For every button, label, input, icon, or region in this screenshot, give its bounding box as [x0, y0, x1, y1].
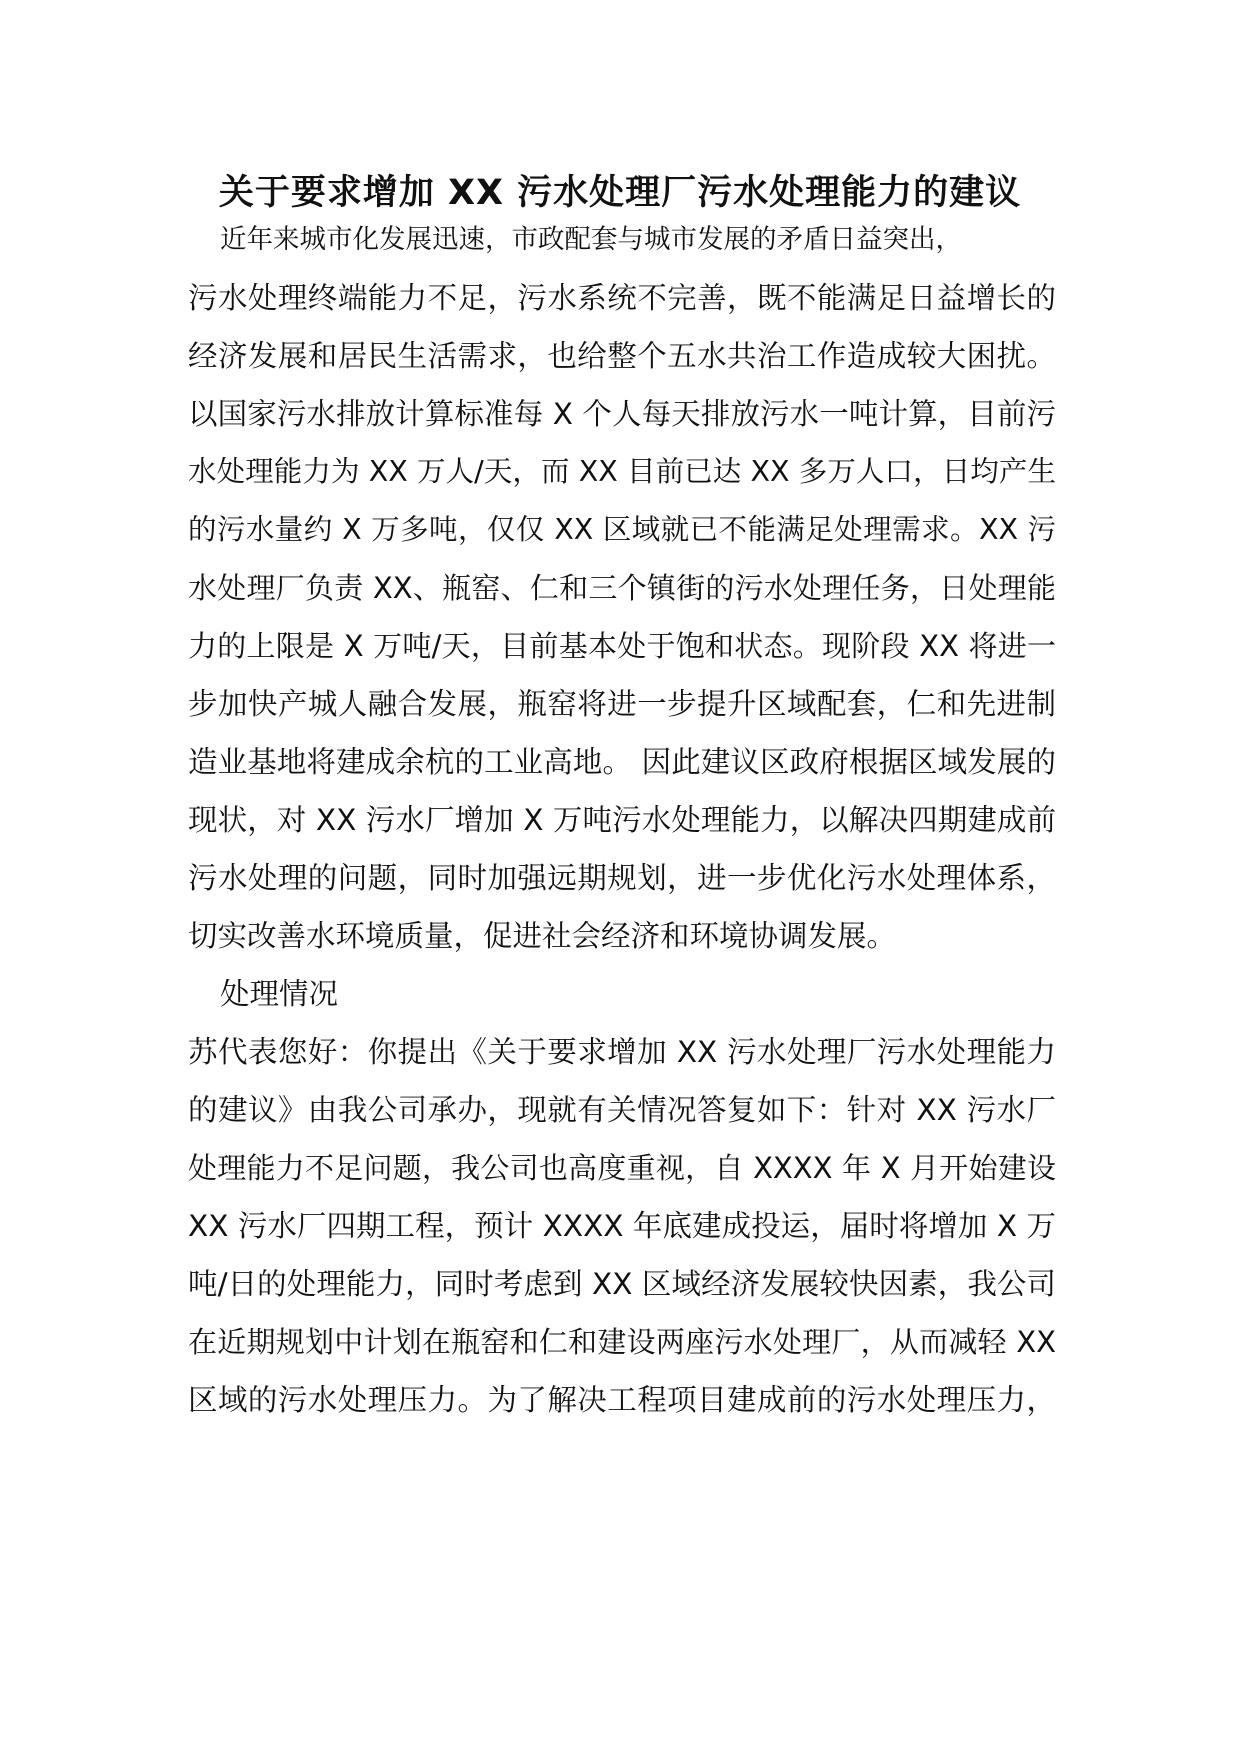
paragraph1-line: 步加快产城人融合发展，瓶窑将进一步提升区域配套，仁和先进制: [188, 687, 1056, 721]
paragraph1-line: 近年来城市化发展迅速，市政配套与城市发展的矛盾日益突出，: [220, 224, 962, 255]
paragraph1-line: 水处理厂负责 XX、瓶窑、仁和三个镇街的污水处理任务，日处理能: [188, 571, 1056, 605]
paragraph2-line: XX 污水厂四期工程，预计 XXXX 年底建成投运，届时将增加 X 万: [188, 1209, 1056, 1243]
paragraph1-line: 力的上限是 X 万吨/天，目前基本处于饱和状态。现阶段 XX 将进一: [188, 629, 1056, 663]
paragraph2-line: 处理能力不足问题，我公司也高度重视，自 XXXX 年 X 月开始建设: [188, 1151, 1056, 1185]
paragraph2-line: 吨/日的处理能力，同时考虑到 XX 区域经济发展较快因素，我公司: [188, 1267, 1056, 1301]
paragraph1-line: 切实改善水环境质量，促进社会经济和环境协调发展。: [188, 919, 897, 953]
paragraph1-line: 污水处理终端能力不足，污水系统不完善，既不能满足日益增长的: [188, 281, 1056, 315]
paragraph1-line: 以国家污水排放计算标准每 X 个人每天排放污水一吨计算，目前污: [188, 397, 1056, 431]
paragraph1-line: 的污水量约 X 万多吨，仅仅 XX 区域就已不能满足处理需求。XX 污: [188, 513, 1056, 546]
paragraph2-line: 在近期规划中计划在瓶窑和仁和建设两座污水处理厂，从而减轻 XX: [188, 1325, 1056, 1359]
document-title: 关于要求增加 XX 污水处理厂污水处理能力的建议: [218, 173, 1022, 213]
paragraph1-line: 现状，对 XX 污水厂增加 X 万吨污水处理能力，以解决四期建成前: [188, 803, 1056, 837]
paragraph2-line: 区域的污水处理压力。为了解决工程项目建成前的污水处理压力，: [188, 1383, 1056, 1417]
paragraph2-line: 的建议》由我公司承办，现就有关情况答复如下：针对 XX 污水厂: [188, 1093, 1056, 1127]
paragraph1-line: 污水处理的问题，同时加强远期规划，进一步优化污水处理体系，: [188, 861, 1056, 895]
paragraph1-line: 造业基地将建成余杭的工业高地。 因此建议区政府根据区域发展的: [188, 745, 1056, 779]
paragraph1-line: 经济发展和居民生活需求，也给整个五水共治工作造成较大困扰。: [188, 339, 1056, 373]
paragraph1-line: 水处理能力为 XX 万人/天，而 XX 目前已达 XX 多万人口，日均产生: [188, 455, 1056, 488]
paragraph2-line: 苏代表您好：你提出《关于要求增加 XX 污水处理厂污水处理能力: [188, 1035, 1056, 1069]
section-heading: 处理情况: [220, 977, 339, 1011]
